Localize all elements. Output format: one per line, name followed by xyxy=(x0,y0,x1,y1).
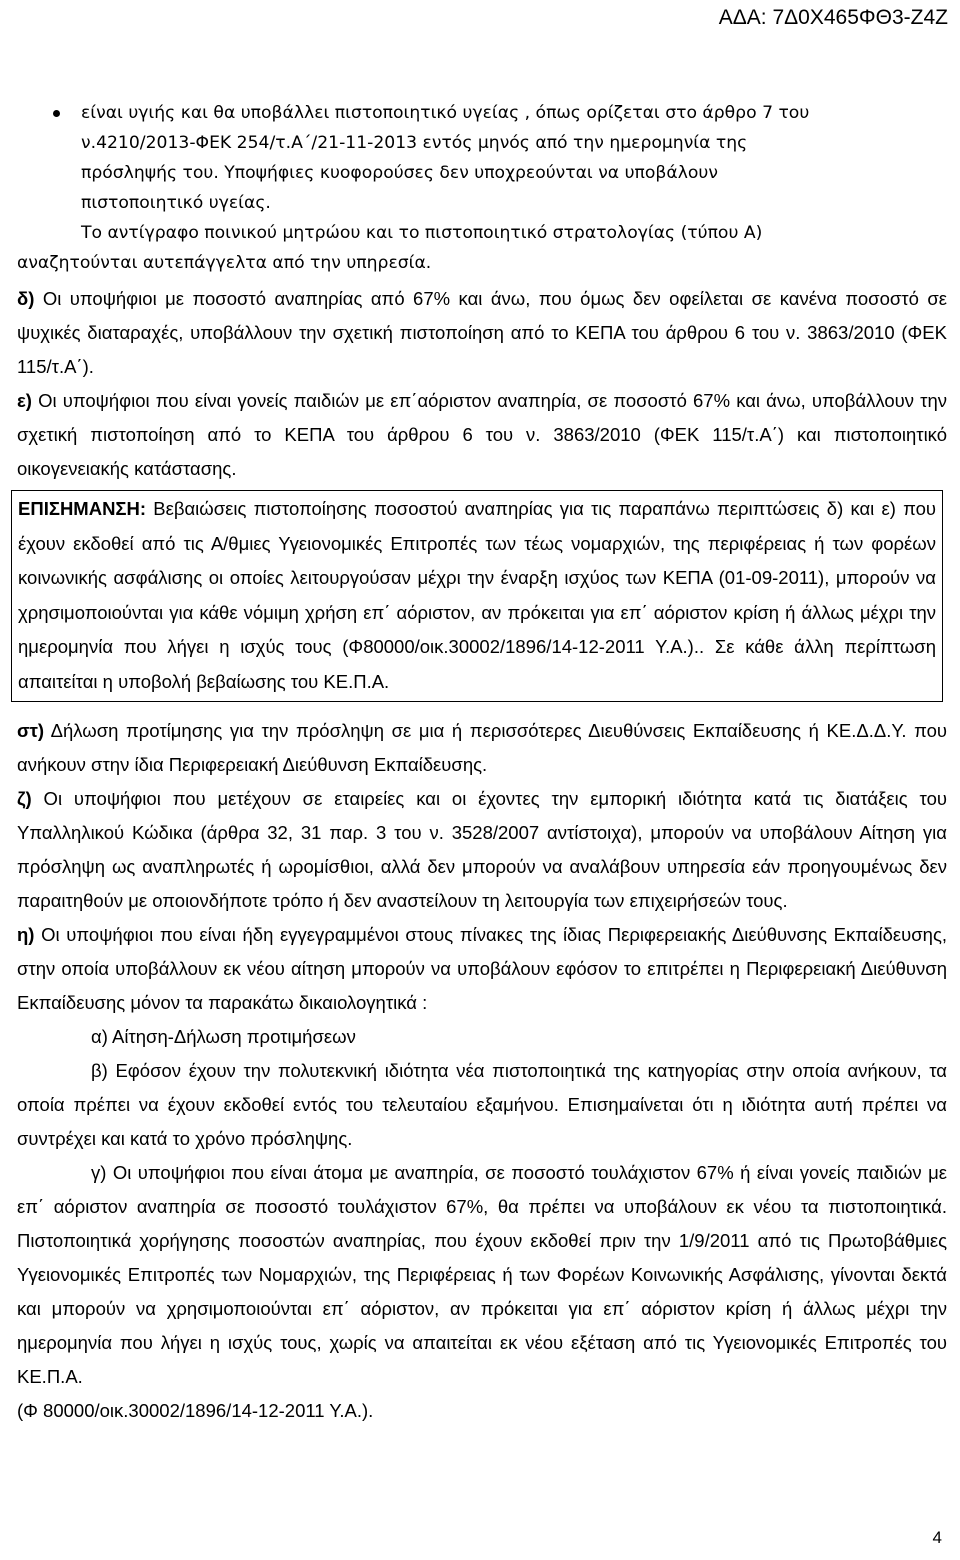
page-number: 4 xyxy=(932,1528,942,1547)
bullet-line: Το αντίγραφο ποινικού μητρώου και το πιστοποιητικό στρατολογίας (τύπου Α) xyxy=(81,223,763,243)
notice-text: Βεβαιώσεις πιστοποίησης ποσοστού αναπηρίας για τις παραπάνω περιπτώσεις δ) και ε) που έχουν εκδοθεί από τις Α/θμιες Υγειονομικές Επιτροπές των τέως νομαρχιών, της περιφέρειας ή των φορέων κοινωνικής ασφάλισης οι οποίες λειτουργούσαν μέχρι την έναρξη ισχύος των ΚΕΠΑ (01-09-2011), μπορούν να χρησιμοποιούνται για κάθε νόμιμη χρήση επ΄ αόριστον, αν πρόκειται για επ΄ αόριστον κρίση ή άλλως μέχρι την ημερομηνία που λήγει η ισχύς τους (Φ80000/οικ.30002/1896/14-12-2011 Υ.Α.).. Σε κάθε άλλη περίπτωση απαιτείται η υποβολή βεβαίωσης του ΚΕ.Π.Α. xyxy=(18,498,936,692)
paragraph-delta: δ) Οι υποψήφιοι με ποσοστό αναπηρίας από 67% και άνω, που όμως δεν οφείλεται σε κανένα ποσοστό σε ψυχικές διαταραχές, υποβάλλουν την σχετική πιστοποίηση από το ΚΕΠΑ του άρθρου 6 του ν. 3863/2010 (ΦΕΚ 115/τ.Α΄). xyxy=(17,288,947,377)
bullet-line: πρόσληψής του. Υποψήφιες κυοφορούσες δεν υποχρεούνται να υποβάλουν xyxy=(81,163,718,183)
bullet-line: είναι υγιής και θα υποβάλλει πιστοποιητικό υγείας , όπως ορίζεται στο άρθρο 7 του xyxy=(81,103,810,123)
paragraph-st: στ) Δήλωση προτίμησης για την πρόσληψη σε μια ή περισσότερες Διευθύνσεις Εκπαίδευσης ή ΚΕ.Δ.Δ.Υ. που ανήκουν στην ίδια Περιφερειακή Διεύθυνση Εκπαίδευσης. xyxy=(17,720,947,775)
document-body xyxy=(17,98,947,1428)
document-code: ΑΔΑ: 7Δ0Χ465ΦΘ3-Ζ4Ζ xyxy=(718,6,948,29)
bullet-line: ν.4210/2013-ΦΕΚ 254/τ.Α΄/21-11-2013 εντός μηνός από την ημερομηνία της xyxy=(81,133,748,153)
list-item-c: γ) Οι υποψήφιοι που είναι άτομα με αναπηρία, σε ποσοστό τουλάχιστον 67% ή είναι γονείς παιδιών με επ΄ αόριστον αναπηρία σε ποσοστό τουλάχιστον 67%, θα πρέπει να υποβάλουν εκ νέου τα πιστοποιητικά. Πιστοποιητικά χορήγησης ποσοστών αναπηρίας, που έχουν εκδοθεί πριν την 1/9/2011 από τις Πρωτοβάθμιες Υγειονομικές Επιτροπές των Νομαρχιών, της Περιφέρειας ή των Φορέων Κοινωνικής Ασφάλισης, γίνονται δεκτά και μπορούν να χρησιμοποιούνται επ΄ αόριστον, αν πρόκειται για επ΄ αόριστον κρίση ή άλλως μέχρι την ημερομηνία που λήγει η ισχύς τους, χωρίς να απαιτείται εκ νέου εξέταση από τις Υγειονομικές Επιτροπές του ΚΕ.Π.Α. xyxy=(17,1162,947,1387)
bullet-continuation xyxy=(17,248,947,278)
reference: (Φ 80000/οικ.30002/1896/14-12-2011 Υ.Α.). xyxy=(17,1400,374,1421)
bullet-line: πιστοποιητικό υγείας. xyxy=(81,193,271,213)
main-text xyxy=(17,282,947,1428)
paragraph-zeta: ζ) Οι υποψήφιοι που μετέχουν σε εταιρείες και οι έχοντες την εμπορική ιδιότητα κατά τις διατάξεις του Υπαλληλικού Κώδικα (άρθρα 32, 31 παρ. 3 του ν. 3528/2007 αντίστοιχα), μπορούν να υποβάλουν Αίτηση για πρόσληψη ως αναπληρωτές ή ωρομίσθιοι, αλλά δεν μπορούν να αναλάβουν υπηρεσία εάν προηγουμένως δεν παραιτηθούν με οποιονδήποτε τρόπο ή δεν αναστείλουν τη λειτουργία των επιχειρήσεών τους. xyxy=(17,788,947,911)
paragraph-eta: η) Οι υποψήφιοι που είναι ήδη εγγεγραμμένοι στους πίνακες της ίδιας Περιφερειακής Διεύθυνσης Εκπαίδευσης, στην οποία υποβάλλουν εκ νέου αίτηση μπορούν να υποβάλουν εφόσον το επιτρέπει η Περιφερειακή Διεύθυνση Εκπαίδευσης μόνον τα παρακάτω δικαιολογητικά : xyxy=(17,924,947,1013)
bullet-item xyxy=(17,98,947,248)
paragraph-epsilon: ε) Οι υποψήφιοι που είναι γονείς παιδιών με επ΄αόριστον αναπηρία, σε ποσοστό 67% και άνω, υποβάλλουν την σχετική πιστοποίηση από το ΚΕΠΑ του άρθρου 6 του ν. 3863/2010 (ΦΕΚ 115/τ.Α΄) και πιστοποιητικό οικογενειακής κατάστασης. xyxy=(17,390,947,479)
list-item-a: α) Αίτηση-Δήλωση προτιμήσεων xyxy=(91,1026,356,1047)
bullet-icon xyxy=(53,110,60,117)
notice-label: ΕΠΙΣΗΜΑΝΣΗ: xyxy=(18,498,147,519)
notice-box xyxy=(11,490,943,702)
bullet-continuation-text: αναζητούνται αυτεπάγγελτα από την υπηρεσία. xyxy=(17,253,432,273)
list-item-b: β) Εφόσον έχουν την πολυτεκνική ιδιότητα νέα πιστοποιητικά της κατηγορίας στην οποία ανήκουν, τα οποία πρέπει να έχουν εκδοθεί εντός του τελευταίου εξαμήνου. Επισημαίνεται ότι η ιδιότητα αυτή πρέπει να συντρέχει και κατά το χρόνο πρόσληψης. xyxy=(17,1060,947,1149)
